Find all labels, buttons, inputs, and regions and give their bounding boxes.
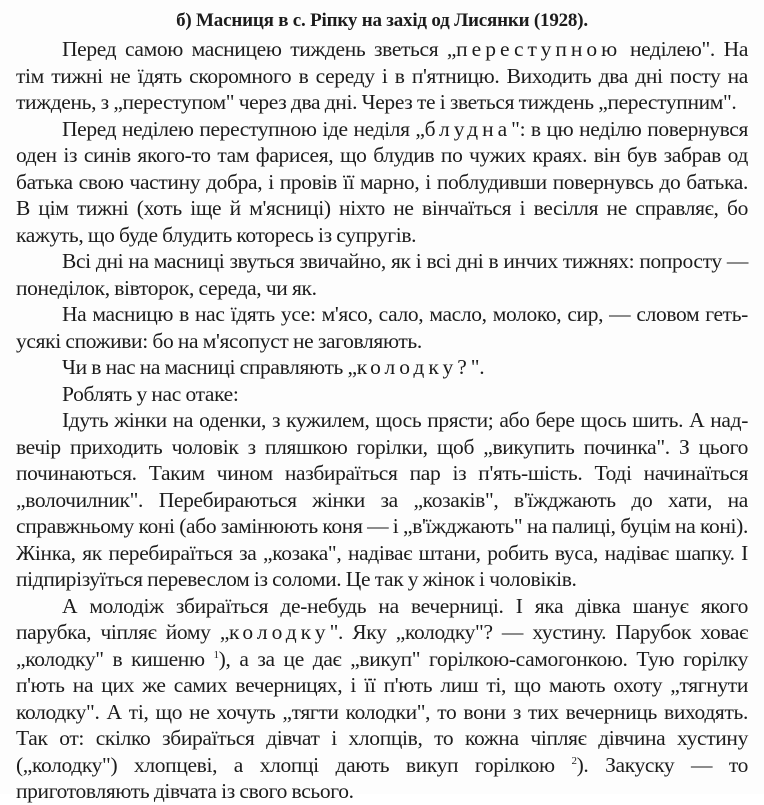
paragraph-8 [16, 593, 748, 805]
paragraph-5 [16, 354, 748, 381]
emphasized-term: колодку [229, 620, 330, 644]
text-run: Перед самою масницею тиждень зветься „ [62, 37, 457, 61]
text-run: А молодіж збираїться де-небудь на вечерниці. І яка дівка шанує якого парубка, чіпляє йому „ [16, 593, 748, 644]
footnote-marker-1: 1 [213, 648, 219, 661]
section-heading: б) Масниця в с. Ріпку на захід од Лисянки (1928). [176, 10, 588, 31]
emphasized-term: переступною [456, 37, 622, 61]
text-run: Перед неділею переступною іде неділя „ [62, 116, 425, 141]
footnote-marker-2: 2 [571, 754, 577, 767]
emphasized-term: колодку? [356, 355, 471, 379]
text-run: ". Яку „колодку"? — хустину. Парубок ховає „колодку" в кишеню [16, 620, 748, 671]
text-run: ). Закуску — то приготовляють дівчата із свого всього. [16, 752, 748, 803]
emphasized-term: блудна [424, 116, 512, 141]
paragraph-3: Всі дні на масниці звуться звичайно, як і всі дні в инчих тижнях: попросту — понеділок, вівторок, середа, чи як. [16, 249, 748, 300]
text-run: ". [470, 355, 485, 379]
text-run: неділею". На тім тижні не їдять скоромного в середу і в п'ятницю. Виходить два дні посту на тиждень, з „переступом" через два дні. Через те і зветься тиждень „переступним". [16, 37, 749, 114]
paragraph-4: На масницю в нас їдять усе: м'ясо, сало, масло, молоко, сир, — словом геть-усякі споживи: бо на м'ясопуст не заговляють. [16, 302, 748, 353]
paragraph-7: Ідуть жінки на оденки, з кужилем, щось прясти; або бере щось шить. А над-вечір приходить чоловік з пляшкою горілки, щоб „викупить починка". З цього починаються. Таким чином назбираїться пар із п'ять-шість. Тоді начинаїться „волочилник". Перебираються жінки за „козаків", в'їжджають до хати, на справжньому коні (або замінюють коня — і „в'їжджають" на палиці, буцім на коні). Жінка, як перебираїться за „козака", надіває штани, робить вуса, надіває шапку. І підпирізуїться перевеслом із соломи. Це так у жінок і чоловіків. [16, 408, 748, 591]
text-run: ), а за це дає „викуп" горілкою-самогонкою. Тую горілку п'ють на цих же самих вечерницях, і її п'ють лиш ті, що мають охоту „тягнути колодку". А ті, що не хочуть „тягти колодки", то вони з тих вечерниць виходять. Так от: скілко збираїться дівчат і хлопців, то кожна чіпляє дівчина хустину („колодку") хлопцеві, а хлопці дають викуп горілкою [16, 646, 749, 777]
paragraph-1 [16, 36, 748, 116]
paragraph-6: Роблять у нас отаке: [62, 381, 239, 406]
text-run: ": в цю неділю повернувся оден із синів якого-то там фарисея, що блудив по чужих краях. він був забрав од батька свою частину добра, і провів її марно, і поблудивши повернувсь до батька. В цім тижні (хоть іще й м'ясниці) ніхто не вінчаїться і весілля не справляє, бо кажуть, що буде блудить которесь із супругів. [16, 116, 748, 247]
text-run: Чи в нас на масниці справляють „ [62, 355, 357, 379]
paragraph-2 [16, 116, 748, 249]
